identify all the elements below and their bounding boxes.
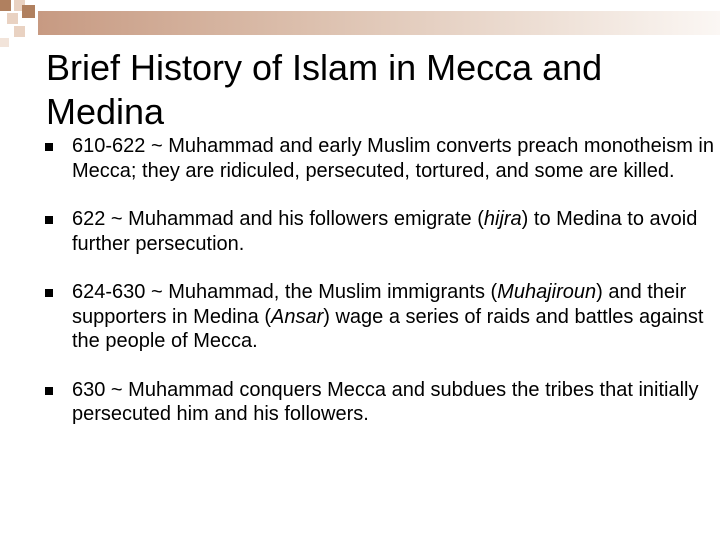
bullet-term: Ansar (270, 305, 324, 328)
bullet-term: Muhajiroun (497, 281, 597, 303)
corner-square-lower (0, 38, 9, 47)
bullet-item (46, 207, 716, 256)
bullet-text: 622 ~ Muhammad and his followers emigrate ( (72, 208, 484, 230)
bullet-square-icon (45, 143, 53, 151)
bullet-square-icon (45, 387, 53, 395)
header-gradient-bar (38, 11, 720, 35)
corner-square-accent (22, 5, 35, 18)
bullet-text: 630 ~ Muhammad conquers Mecca and subdues the tribes that initially persecuted him and his followers. (72, 378, 699, 425)
bullet-text: 624-630 ~ Muhammad, the Muslim immigrants ( (72, 281, 498, 303)
slide-title: Brief History of Islam in Mecca and Medina (46, 47, 603, 132)
bullet-square-icon (45, 289, 53, 297)
corner-square-mid (7, 13, 18, 24)
bullet-item (46, 280, 716, 354)
bullet-text: ) to Medina to avoid further persecution. (72, 208, 698, 255)
bullet-item (46, 134, 716, 183)
bullet-square-icon (45, 216, 53, 224)
corner-square-bottom (14, 26, 25, 37)
bullet-item (46, 378, 716, 427)
corner-square-top-left (0, 0, 11, 11)
bullet-text: ) and their supporters in Medina ( (72, 281, 687, 328)
bullet-term: hijra (483, 208, 522, 230)
bullet-text: ) wage a series of raids and battles against the people of Mecca. (72, 305, 704, 352)
bullet-text: 610-622 ~ Muhammad and early Muslim converts preach monotheism in Mecca; they are ridiculed, persecuted, tortured, and some are killed. (72, 135, 714, 182)
bullet-list (46, 134, 716, 427)
